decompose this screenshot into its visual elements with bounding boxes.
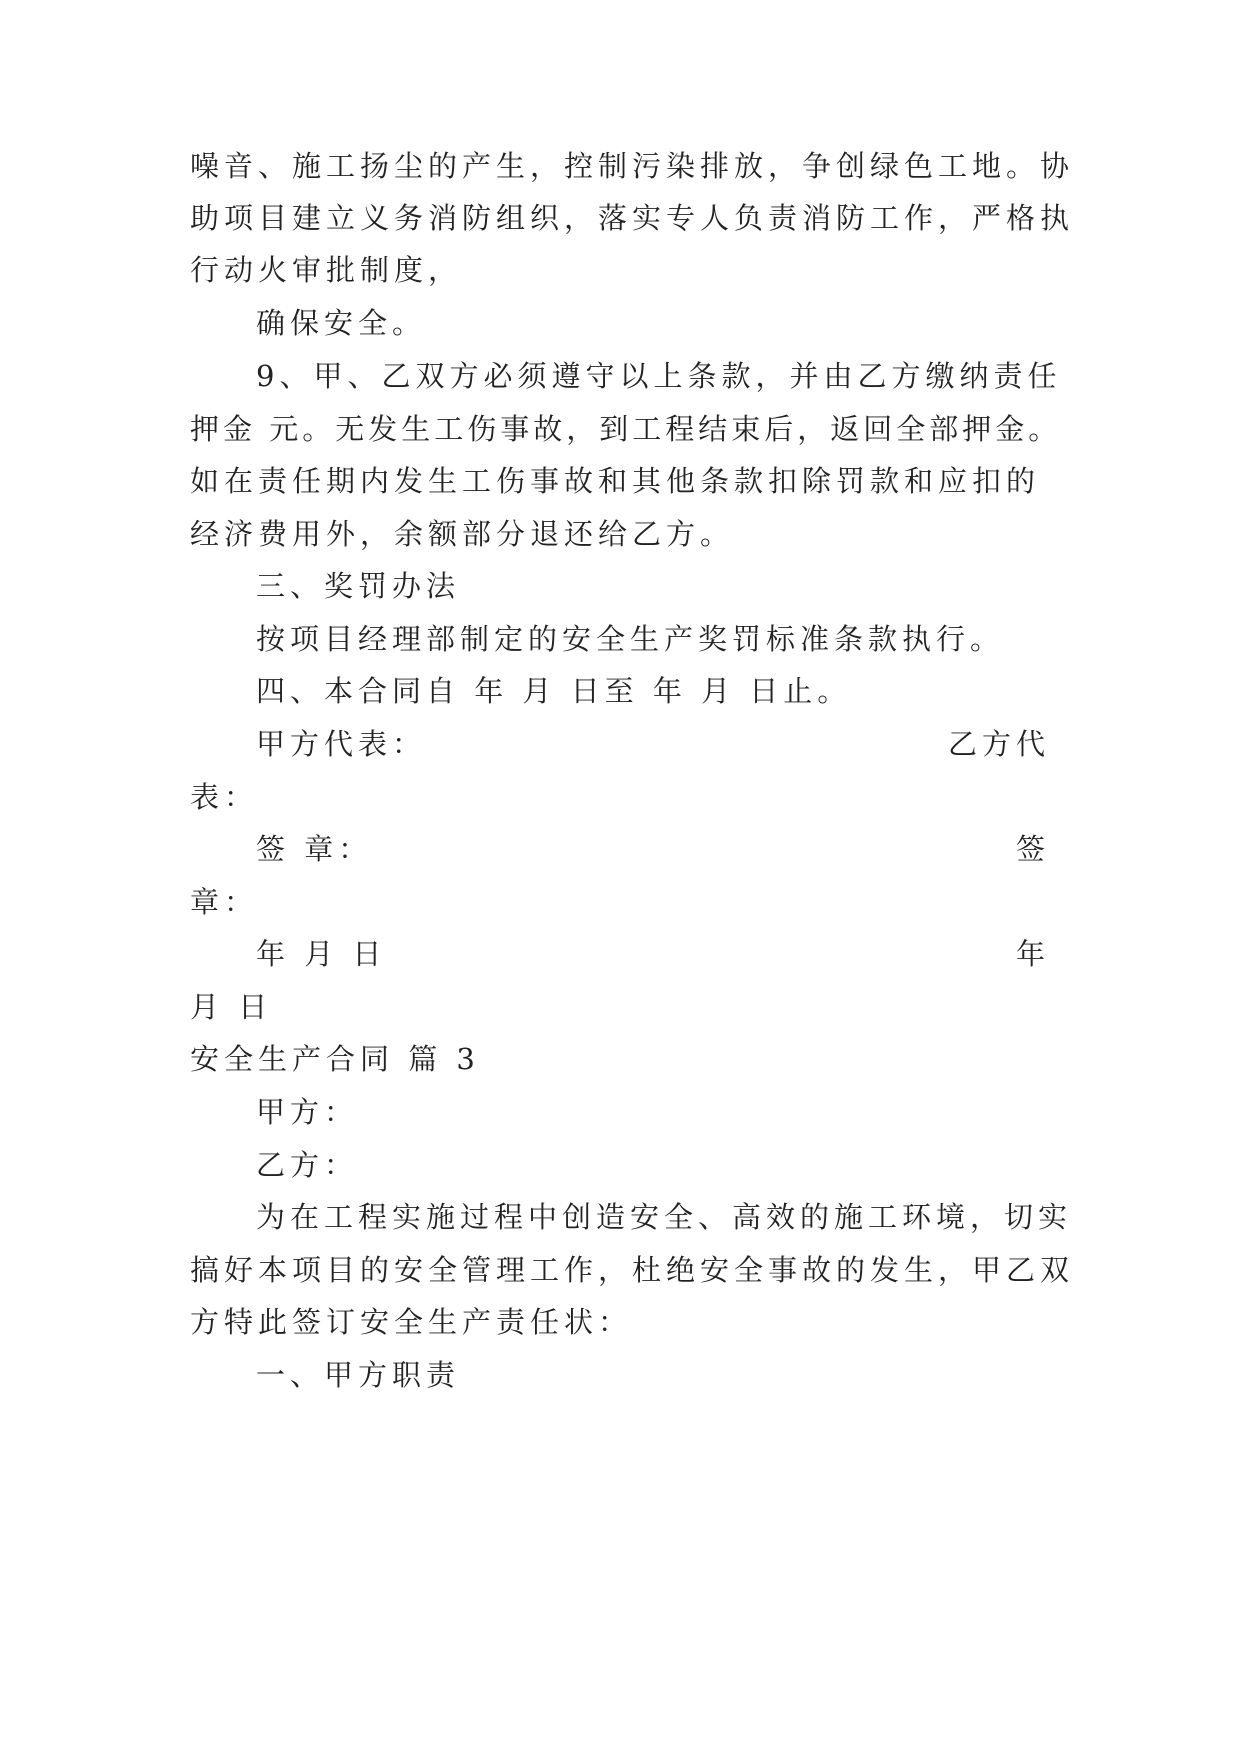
- party-b-seal-label: 签: [1015, 832, 1050, 866]
- paragraph-line: 按项目经理部制定的安全生产奖罚标准条款执行。: [256, 622, 1005, 656]
- paragraph-line: 行动火审批制度，: [190, 253, 463, 287]
- party-a-date: 年 月 日: [256, 937, 387, 971]
- paragraph-line: 如在责任期内发生工伤事故和其他条款扣除罚款和应扣的: [190, 464, 1041, 498]
- section-heading: 一、甲方职责: [256, 1358, 461, 1392]
- representative-row: [256, 724, 1050, 764]
- section-heading: 三、奖罚办法: [256, 569, 461, 603]
- representative-label-continuation: 表：: [190, 780, 259, 814]
- party-a-seal-label: 签 章：: [256, 832, 373, 866]
- paragraph-line: 噪音、施工扬尘的产生，控制污染排放，争创绿色工地。协: [190, 149, 1075, 183]
- paragraph-line: 9、甲、乙双方必须遵守以上条款，并由乙方缴纳责任: [256, 359, 1062, 393]
- party-b-date: 年: [1015, 937, 1050, 971]
- paragraph-line: 搞好本项目的安全管理工作，杜绝安全事故的发生，甲乙双: [190, 1253, 1075, 1287]
- paragraph-line: 四、本合同自 年 月 日至 年 月 日止。: [256, 674, 852, 708]
- party-b-label: 乙方：: [256, 1148, 359, 1182]
- seal-row: [256, 829, 1050, 869]
- section-title: 安全生产合同 篇 3: [190, 1042, 480, 1076]
- paragraph-line: 经济费用外，余额部分退还给乙方。: [190, 517, 735, 551]
- seal-label-continuation: 章：: [190, 885, 259, 919]
- paragraph-line: 为在工程实施过程中创造安全、高效的施工环境，切实: [256, 1200, 1073, 1234]
- paragraph-line: 方特此签订安全生产责任状：: [190, 1305, 633, 1339]
- paragraph-line: 确保安全。: [256, 306, 427, 340]
- party-b-representative-label: 乙方代: [947, 727, 1050, 761]
- paragraph-line: 助项目建立义务消防组织，落实专人负责消防工作，严格执: [190, 201, 1075, 235]
- party-a-representative-label: 甲方代表：: [256, 727, 427, 761]
- date-row: [256, 934, 1050, 974]
- paragraph-line: 押金 元。无发生工伤事故，到工程结束后，返回全部押金。: [190, 412, 1062, 446]
- party-a-label: 甲方：: [256, 1095, 359, 1129]
- date-continuation: 月 日: [190, 990, 273, 1024]
